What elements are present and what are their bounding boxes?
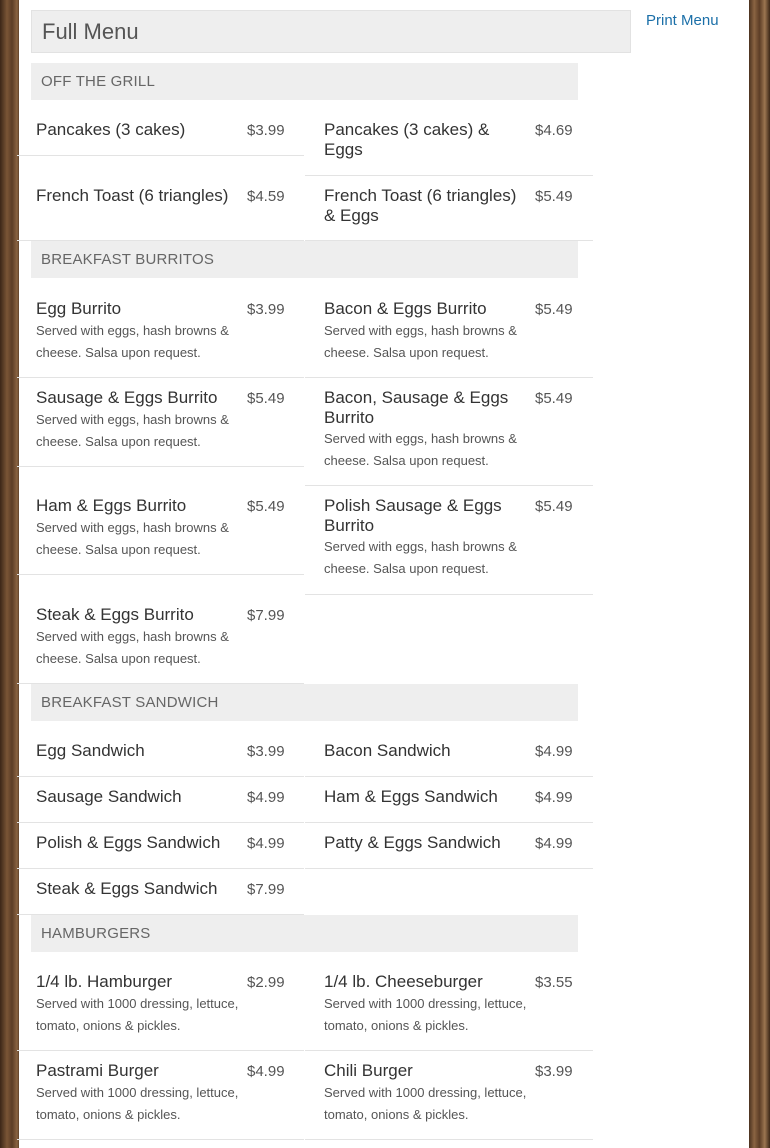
section-header-off-the-grill: OFF THE GRILL bbox=[31, 63, 578, 100]
item-name: Bacon Sandwich bbox=[324, 741, 451, 760]
item-price: $4.99 bbox=[535, 743, 573, 760]
item-name: Sausage & Eggs Burrito bbox=[36, 388, 218, 407]
item-price: $5.49 bbox=[247, 498, 285, 515]
item-name: Chili Burger bbox=[324, 1061, 413, 1080]
menu-item[interactable] bbox=[305, 368, 593, 486]
item-price: $4.99 bbox=[247, 835, 285, 852]
item-price: $3.99 bbox=[247, 122, 285, 139]
item-description: Served with eggs, hash browns & cheese. Salsa upon request. bbox=[36, 412, 229, 449]
item-description: Served with eggs, hash browns & cheese. Salsa upon request. bbox=[36, 629, 229, 666]
menu-item[interactable] bbox=[17, 100, 304, 156]
item-price: $4.99 bbox=[247, 1063, 285, 1080]
item-name: 1/4 lb. Hamburger bbox=[36, 972, 173, 991]
wood-border-right bbox=[749, 0, 770, 1148]
item-name: French Toast (6 triangles) & Eggs bbox=[324, 186, 517, 225]
item-price: $5.49 bbox=[535, 188, 573, 205]
item-name: Bacon & Eggs Burrito bbox=[324, 299, 487, 318]
item-price: $3.55 bbox=[535, 974, 573, 991]
menu-item[interactable] bbox=[305, 813, 593, 869]
item-price: $7.99 bbox=[247, 607, 285, 624]
item-price: $4.59 bbox=[247, 188, 285, 205]
item-description: Served with eggs, hash browns & cheese. Salsa upon request. bbox=[36, 520, 229, 557]
item-name: Sausage Sandwich bbox=[36, 787, 182, 806]
item-price: $4.99 bbox=[535, 835, 573, 852]
section-header-breakfast-sandwich: BREAKFAST SANDWICH bbox=[31, 684, 578, 721]
item-name: 1/4 lb. Cheeseburger bbox=[324, 972, 483, 991]
item-description: Served with 1000 dressing, lettuce, tomato, onions & pickles. bbox=[324, 1085, 527, 1122]
item-price: $3.99 bbox=[535, 1063, 573, 1080]
section-header-breakfast-burritos: BREAKFAST BURRITOS bbox=[31, 241, 578, 278]
item-price: $2.99 bbox=[247, 974, 285, 991]
menu-item[interactable] bbox=[17, 859, 304, 915]
menu-item[interactable] bbox=[305, 1041, 593, 1140]
item-price: $3.99 bbox=[247, 301, 285, 318]
item-name: Pancakes (3 cakes) bbox=[36, 120, 186, 139]
item-name: Egg Sandwich bbox=[36, 741, 145, 760]
item-name: Ham & Eggs Burrito bbox=[36, 496, 187, 515]
item-name: Pastrami Burger bbox=[36, 1061, 159, 1080]
item-price: $4.99 bbox=[535, 789, 573, 806]
item-price: $7.99 bbox=[247, 881, 285, 898]
menu-item[interactable] bbox=[305, 952, 593, 1051]
item-description: Served with eggs, hash browns & cheese. Salsa upon request. bbox=[324, 539, 517, 576]
menu-item[interactable] bbox=[305, 476, 593, 595]
print-menu-link[interactable]: Print Menu bbox=[646, 12, 719, 29]
item-price: $5.49 bbox=[535, 390, 573, 407]
item-name: Patty & Eggs Sandwich bbox=[324, 833, 501, 852]
item-description: Served with 1000 dressing, lettuce, tomato, onions & pickles. bbox=[36, 996, 239, 1033]
item-description: Served with 1000 dressing, lettuce, tomato, onions & pickles. bbox=[36, 1085, 239, 1122]
item-price: $3.99 bbox=[247, 743, 285, 760]
item-price: $5.49 bbox=[535, 498, 573, 515]
menu-item[interactable] bbox=[17, 166, 304, 241]
menu-header bbox=[31, 10, 631, 53]
menu-page bbox=[19, 0, 749, 1148]
item-price: $4.99 bbox=[247, 789, 285, 806]
menu-item[interactable] bbox=[17, 585, 304, 684]
menu-item[interactable] bbox=[17, 279, 304, 378]
page-title: Full Menu bbox=[42, 19, 139, 44]
item-name: Steak & Eggs Burrito bbox=[36, 605, 194, 624]
item-price: $5.49 bbox=[535, 301, 573, 318]
item-name: Polish Sausage & Eggs Burrito bbox=[324, 496, 502, 535]
menu-item[interactable] bbox=[305, 166, 593, 241]
menu-item[interactable] bbox=[17, 1041, 304, 1140]
item-description: Served with 1000 dressing, lettuce, tomato, onions & pickles. bbox=[324, 996, 527, 1033]
item-name: Steak & Eggs Sandwich bbox=[36, 879, 218, 898]
item-description: Served with eggs, hash browns & cheese. Salsa upon request. bbox=[324, 323, 517, 360]
section-header-hamburgers: HAMBURGERS bbox=[31, 915, 578, 952]
menu-item[interactable] bbox=[17, 952, 304, 1051]
item-description: Served with eggs, hash browns & cheese. Salsa upon request. bbox=[324, 431, 517, 468]
menu-item[interactable] bbox=[17, 476, 304, 575]
menu-item[interactable] bbox=[305, 279, 593, 378]
item-name: Pancakes (3 cakes) & Eggs bbox=[324, 120, 490, 159]
item-description: Served with eggs, hash browns & cheese. Salsa upon request. bbox=[36, 323, 229, 360]
item-name: Polish & Eggs Sandwich bbox=[36, 833, 221, 852]
item-name: Bacon, Sausage & Eggs Burrito bbox=[324, 388, 509, 427]
item-price: $5.49 bbox=[247, 390, 285, 407]
menu-item[interactable] bbox=[17, 368, 304, 467]
item-price: $4.69 bbox=[535, 122, 573, 139]
item-name: Ham & Eggs Sandwich bbox=[324, 787, 498, 806]
item-name: Egg Burrito bbox=[36, 299, 122, 318]
item-name: French Toast (6 triangles) bbox=[36, 186, 229, 205]
menu-item[interactable] bbox=[305, 100, 593, 176]
